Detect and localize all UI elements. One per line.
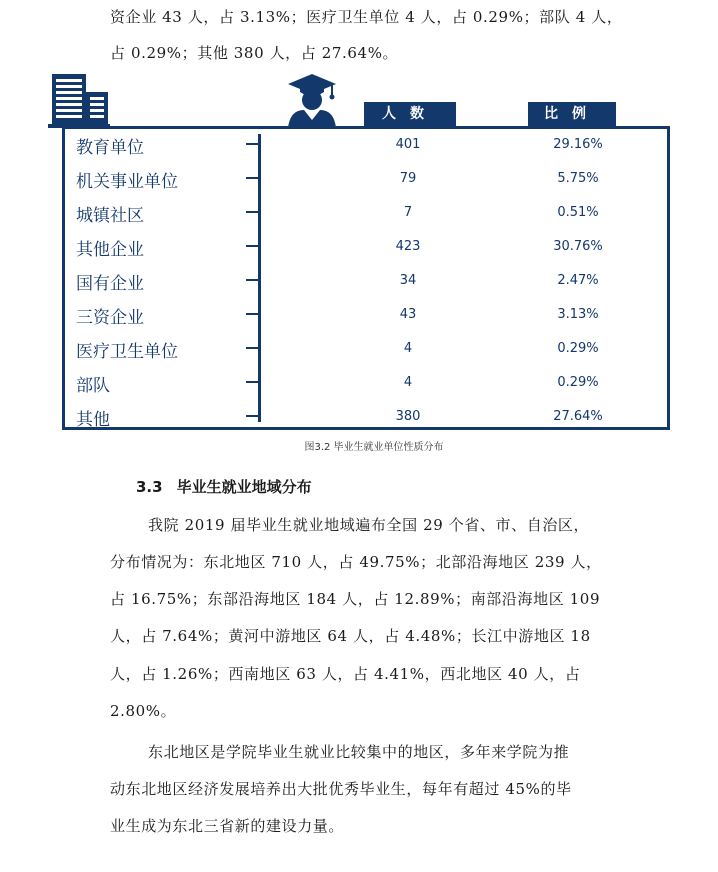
paragraph-line: 2.80%。 [110,702,177,720]
figure-caption: 图3.2 毕业生就业单位性质分布 [304,442,444,453]
paragraph-line: 我院 2019 届毕业生就业地域遍布全国 29 个省、市、自治区， [148,516,590,534]
table-row [0,333,718,367]
row-tick [246,415,260,417]
employee-count: 401 [395,137,421,152]
employee-count: 4 [403,375,413,390]
paragraph-line: 分布情况为：东北地区 710 人，占 49.75%；北部沿海地区 239 人， [110,553,602,571]
graduate-icon [286,72,338,128]
section-title: 毕业生就业地域分布 [176,478,312,496]
table-row [0,401,718,435]
employer-type-label: 教育单位 [76,138,144,158]
section-number: 3.3 [136,478,163,496]
paragraph-line: 东北地区是学院毕业生就业比较集中的地区，多年来学院为推 [148,743,570,761]
ratio-column-header: 比例 [528,102,616,126]
employee-ratio: 30.76% [553,239,603,254]
row-tick [246,211,260,213]
section-heading [136,476,312,497]
employee-ratio: 0.51% [557,205,599,220]
paragraph-line: 业生成为东北三省新的建设力量。 [110,817,345,835]
employer-type-label: 国有企业 [76,274,144,294]
employee-count: 4 [403,341,413,356]
row-tick [246,313,260,315]
paragraph-line: 人，占 7.64%；黄河中游地区 64 人，占 4.48%；长江中游地区 18 [110,627,591,645]
row-tick [246,245,260,247]
paragraph-line: 动东北地区经济发展培养出大批优秀毕业生，每年有超过 45%的毕 [110,780,572,798]
employer-type-label: 其他企业 [76,240,144,260]
count-column-header: 人数 [364,102,456,126]
table-row [0,299,718,333]
table-row [0,163,718,197]
employee-count: 34 [399,273,417,288]
employee-count: 7 [403,205,413,220]
employee-ratio: 29.16% [553,137,603,152]
employee-count: 79 [399,171,417,186]
employee-ratio: 5.75% [557,171,599,186]
employer-type-figure [0,66,718,456]
employee-ratio: 3.13% [557,307,599,322]
employer-type-label: 其他 [76,410,110,430]
employer-type-label: 城镇社区 [76,206,144,226]
table-row [0,197,718,231]
paragraph-line: 占 0.29%；其他 380 人，占 27.64%。 [110,44,399,62]
row-tick [246,143,260,145]
row-tick [246,381,260,383]
employer-type-label: 机关事业单位 [76,172,178,192]
paragraph-line: 占 16.75%；东部沿海地区 184 人，占 12.89%；南部沿海地区 109 [110,590,601,608]
building-icon [48,70,110,128]
table-row [0,231,718,265]
paragraph-line: 资企业 43 人，占 3.13%；医疗卫生单位 4 人，占 0.29%；部队 4 人， [110,8,623,26]
table-row [0,265,718,299]
employee-count: 43 [399,307,417,322]
table-row [0,129,718,163]
employee-ratio: 2.47% [557,273,599,288]
employee-ratio: 0.29% [557,375,599,390]
employer-type-label: 三资企业 [76,308,144,328]
row-tick [246,279,260,281]
paragraph-line: 人，占 1.26%；西南地区 63 人，占 4.41%，西北地区 40 人，占 [110,665,581,683]
employer-type-label: 部队 [76,376,110,396]
table-row [0,367,718,401]
employee-count: 423 [395,239,421,254]
row-tick [246,177,260,179]
row-tick [246,347,260,349]
employee-ratio: 27.64% [553,409,603,424]
employer-type-label: 医疗卫生单位 [76,342,178,362]
employee-count: 380 [395,409,421,424]
employee-ratio: 0.29% [557,341,599,356]
